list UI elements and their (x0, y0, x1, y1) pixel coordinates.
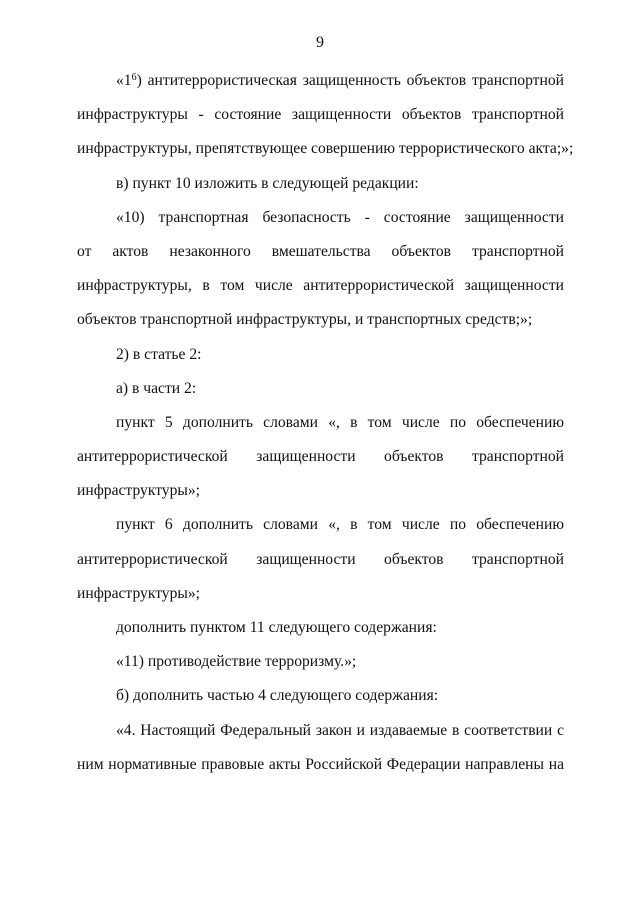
text-line: антитеррористической защищенности объектов транспортной (77, 448, 564, 466)
text-line: инфраструктуры»; (77, 584, 201, 602)
paragraph-add-point-11: дополнить пунктом 11 следующего содержания: (116, 619, 437, 637)
paragraph-article-2: 2) в статье 2: (116, 345, 202, 363)
text-line: инфраструктуры, препятствующее совершению террористического акта;»; (77, 140, 574, 158)
text-line: пункт 6 дополнить словами «, в том числе по обеспечению (116, 516, 564, 534)
text-line: пункт 5 дополнить словами «, в том числе по обеспечению (116, 413, 564, 431)
text-line: «4. Настоящий Федеральный закон и издаваемые в соответствии с (116, 721, 564, 739)
page-number: 9 (316, 34, 324, 51)
text-line: объектов транспортной инфраструктуры, и транспортных средств;»; (77, 311, 533, 329)
paragraph-part-4: б) дополнить частью 4 следующего содержания: (116, 687, 439, 705)
superscript: 6 (131, 72, 137, 83)
document-body (77, 64, 574, 782)
paragraph-part-4-text (77, 714, 564, 782)
paragraph-point-6 (77, 508, 564, 611)
text-line (77, 64, 564, 98)
text-line: от актов незаконного вмешательства объектов транспортной (77, 242, 564, 260)
paragraph-item-v: в) пункт 10 изложить в следующей редакции: (116, 174, 419, 192)
text-fragment: ) антитеррористическая защищенность объектов транспортной (136, 72, 564, 89)
text-line: «10) транспортная безопасность - состояние защищенности (116, 208, 564, 226)
paragraph-definition-1-6 (77, 64, 574, 167)
paragraph-definition-10 (77, 201, 564, 338)
text-line: инфраструктуры, в том числе антитеррористической защищенности (77, 277, 564, 295)
paragraph-part-2: а) в части 2: (116, 379, 197, 397)
text-line: инфраструктуры»; (77, 482, 201, 500)
text-line: ним нормативные правовые акты Российской Федерации направлены на (77, 755, 564, 773)
text-line: антитеррористической защищенности объектов транспортной (77, 550, 564, 568)
text-line: инфраструктуры - состояние защищенности объектов транспортной (77, 106, 564, 124)
paragraph-point-11: «11) противодействие терроризму.»; (116, 653, 357, 671)
text-fragment: «1 (116, 72, 132, 89)
paragraph-point-5 (77, 406, 564, 509)
